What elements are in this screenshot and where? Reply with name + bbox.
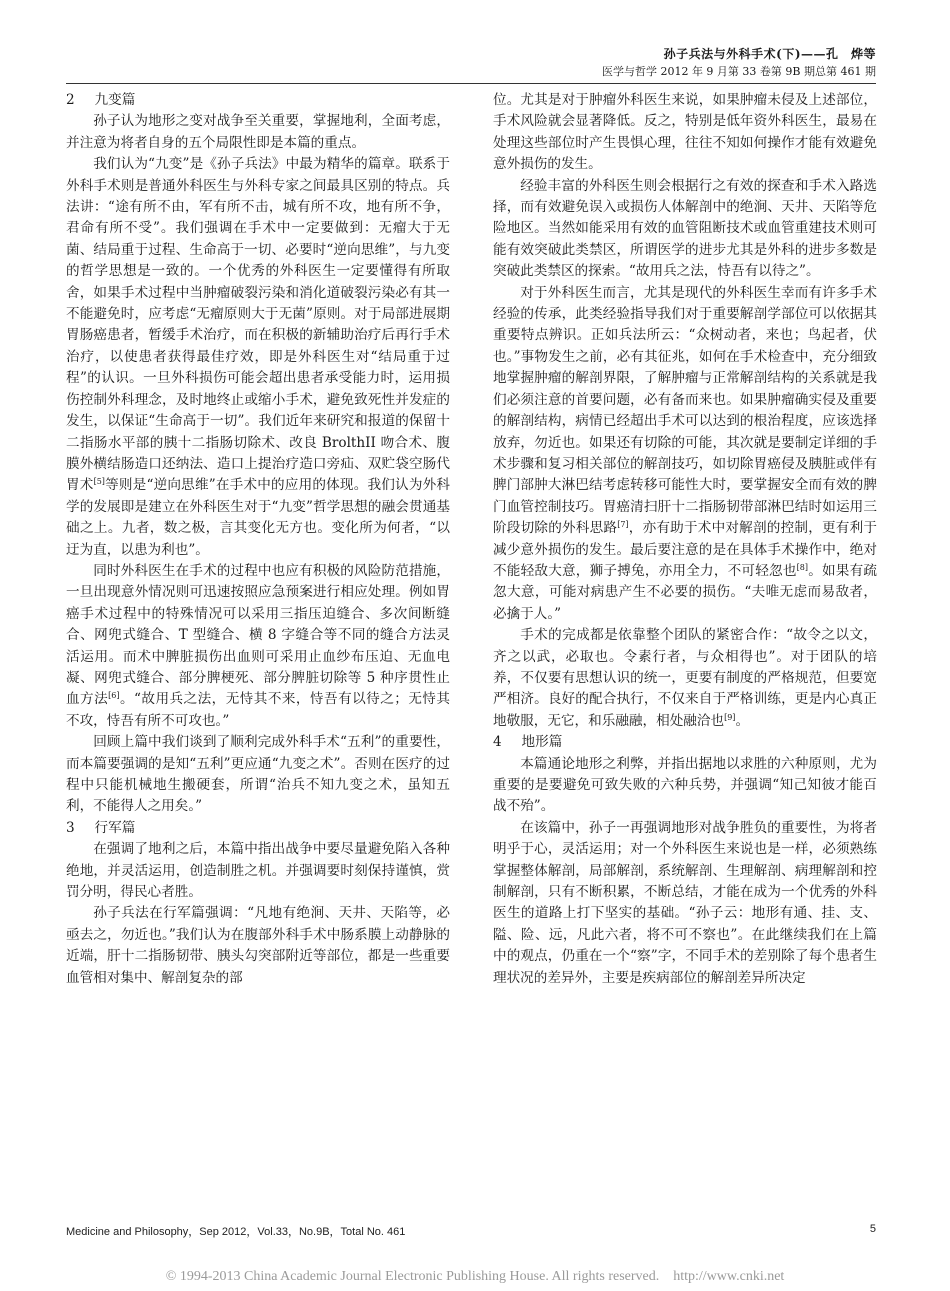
paragraph-text: 。 [735, 712, 750, 729]
paragraph-text: 。“故用兵之法，无恃其不来，恃吾有以待之；无恃其不攻，恃吾有所不可攻也。” [66, 691, 450, 729]
section-heading-4 [493, 732, 877, 753]
header-rule [66, 83, 876, 84]
paragraph [493, 283, 877, 626]
paragraph-text: 同时外科医生在手术的过程中也应有积极的风险防范措施，一旦出现意外情况则可迅速按照应急预案进行相应处理。例如胃癌手术过程中的特殊情况可以采用三指压迫缝合、多次间断缝合、网兜式缝合、T 型缝合、横 8 字缝合等不同的缝合方法灵活运用。而术中脾脏损伤出血则可采用止血纱布压迫、无血电凝、网兜式缝合、部分脾梗死、部分脾脏切除等 5 种序贯性止血方法 [66, 562, 450, 708]
page-number: 5 [869, 1223, 876, 1235]
citation: [7] [617, 520, 629, 530]
section-heading-3 [66, 818, 450, 839]
section-title: 地形篇 [521, 734, 563, 751]
section-title: 九变篇 [94, 92, 136, 108]
citation: [5] [93, 477, 105, 487]
paragraph-text: 。如果有疏忽大意，可能对病患产生不必要的损伤。“夫唯无虑而易敌者，必擒于人。” [493, 562, 877, 622]
left-column [66, 90, 450, 1190]
paragraph: 经验丰富的外科医生则会根据行之有效的探查和手术入路选择，而有效避免误入或损伤人体解剖中的绝涧、天井、天陷等危险地区。当然如能采用有效的血管阻断技术或血管重建技术则可能有效突破此类禁区，所谓医学的进步尤其是外科的进步多数是突破此类禁区的探索。“故用兵之法，恃吾有以待之”。 [493, 177, 877, 280]
paragraph [66, 154, 450, 561]
paragraph: 孙子认为地形之变对战争至关重要，掌握地利，全面考虑，并注意为将者自身的五个局限性即是本篇的重点。 [66, 113, 450, 151]
paragraph: 孙子兵法在行军篇强调：“凡地有绝涧、天井、天陷等，必亟去之，勿近也。”我们认为在腹部外科手术中肠系膜上动静脉的近端，肝十二指肠韧带、胰头勾突部附近等部位，都是一些重要血管相对集中、解剖复杂的部 [66, 905, 450, 986]
copyright-notice: © 1994-2013 China Academic Journal Electronic Publishing House. All rights reserved. http://www.cnki.net [165, 1269, 785, 1284]
section-title: 行军篇 [94, 819, 136, 836]
running-head-journal: 医学与哲学 2012 年 9 月第 33 卷第 9B 期总第 461 期 [601, 65, 876, 78]
paragraph: 位。尤其是对于肿瘤外科医生来说，如果肿瘤未侵及上述部位，手术风险就会显著降低。反之，特别是低年资外科医生，最易在处理这些部位时产生畏惧心理，往往不知如何操作才能有效避免意外损伤的发生。 [493, 92, 877, 173]
paragraph-text: ，亦有助于术中对解剖的控制，更有利于减少意外损伤的发生。最后要注意的是在具体手术操作中，绝对不能轻敌大意，狮子搏兔，亦用全力，不可轻忽也 [493, 520, 877, 579]
paragraph [493, 625, 877, 732]
running-head [456, 46, 876, 80]
paragraph-text: 等则是“逆向思维”在手术中的应用的体现。我们认为外科学的发展即是建立在外科医生对于“九变”哲学思想的融会贯通基础之上。九者，数之极，言其变化无方也。变化所为何者，“以迂为直，以患为利也”。 [66, 477, 450, 558]
paragraph-text: 手术的完成都是依靠整个团队的紧密合作：“故令之以文，齐之以武，必取也。令素行者，与众相得也”。对于团队的培养，不仅要有思想认识的统一，更要有制度的严格规范，但要宽严相济。良好的配合执行，不仅来自于严格训练，更是内心真正地敬服，无它，和乐融融，相处融洽也 [493, 627, 877, 729]
citation: [8] [796, 562, 808, 572]
paragraph [66, 561, 450, 732]
citation: [9] [724, 712, 736, 722]
paragraph: 本篇通论地形之利弊，并指出据地以求胜的六种原则，尤为重要的是要避免可致失败的六种兵势，并强调“知己知彼才能百战不殆”。 [493, 755, 877, 815]
footer-journal: Medicine and Philosophy，Sep 2012，Vol.33，No.9B，Total No. 461 [66, 1226, 406, 1238]
paragraph: 在强调了地利之后，本篇中指出战争中要尽量避免陷入各种绝地，并灵活运用，创造制胜之机。并强调要时刻保持谨慎，赏罚分明，得民心者胜。 [66, 841, 450, 901]
page-footer [66, 1223, 876, 1239]
right-column [493, 90, 877, 1190]
section-number: 4 [493, 734, 502, 751]
running-head-title: 孙子兵法与外科手术(下)——孔 烨等 [663, 47, 876, 61]
section-number: 2 [66, 92, 75, 108]
paragraph: 在该篇中，孙子一再强调地形对战争胜负的重要性，为将者明乎于心，灵活运用；对一个外科医生来说也是一样，必须熟练掌握整体解剖，局部解剖，系统解剖、生理解剖、病理解剖和控制解剖，只有不断积累，不断总结，才能在成为一个优秀的外科医生的道路上打下坚实的基础。“孙子云：地形有通、挂、支、隘、险、远，凡此六者，将不可不察也”。在此继续我们在上篇中的观点，仍重在一个“察”字，不同手术的差别除了每个患者生理状况的差异外，主要是疾病部位的解剖差异所决定 [493, 819, 877, 986]
section-heading-2 [66, 90, 450, 111]
paragraph: 回顾上篇中我们谈到了顺利完成外科手术“五利”的重要性，而本篇要强调的是知“五利”更应通“九变之术”。否则在医疗的过程中只能机械地生搬硬套，所谓“治兵不知九变之术，虽知五利，不能得人之用矣。” [66, 734, 450, 815]
citation: [6] [108, 691, 120, 701]
section-number: 3 [66, 819, 75, 836]
paragraph-text: 我们认为“九变”是《孙子兵法》中最为精华的篇章。联系于外科手术则是普通外科医生与外科专家之间最具区别的特点。兵法讲：“途有所不由，军有所不击，城有所不攻，地有所不争，君命有所不受”。我们强调在手术中一定要做到：无瘤大于无菌、结局重于过程、生命高于一切、必要时“逆向思维”，与九变的哲学思想是一致的。一个优秀的外科医生一定要懂得有所取舍，如果手术过程中当肿瘤破裂污染和消化道破裂污染必有其一不能避免时，应考虑“无瘤原则大于无菌”原则。对于局部进展期胃肠癌患者，暂缓手术治疗，而在积极的新辅助治疗后再行手术治疗，以使患者获得最佳疗效，即是外科医生对“结局重于过程”的认识。一旦外科损伤可能会超出患者承受能力时，运用损伤控制外科理念，及时地终止或缩小手术，避免致死性并发症的发生，以保证“生命高于一切”。我们近年来研究和报道的保留十二指肠水平部的胰十二指肠切除术、改良 BrolthII 吻合术、腹膜外横结肠造口还纳法、造口上提治疗造口旁疝、双贮袋空肠代胃术 [66, 156, 450, 494]
paragraph-text: 对于外科医生而言，尤其是现代的外科医生幸而有许多手术经验的传承，此类经验指导我们对于重要解剖学部位可以依据其重要特点辨识。正如兵法所云：“众树动者，来也；鸟起者，伏也。”事物发生之前，必有其征兆，如何在手术检查中，充分细致地掌握肿瘤的解剖界限，了解肿瘤与正常解剖结构的关系就是我们必须注意的首要问题，必有备而来也。如果肿瘤确实侵及重要的解剖结构，病情已经超出手术可以达到的根治程度，应该选择放弃，勿近也。如果还有切除的可能，其次就是要制定详细的手术步骤和复习相关部位的解剖技巧，如切除胃癌侵及胰脏或伴有脾门部肿大淋巴结考虑转移可能性大时，要掌握安全而有效的脾门血管控制技巧。胃癌清扫肝十二指肠韧带部淋巴结时如运用三阶段切除的外科思路 [493, 284, 877, 537]
